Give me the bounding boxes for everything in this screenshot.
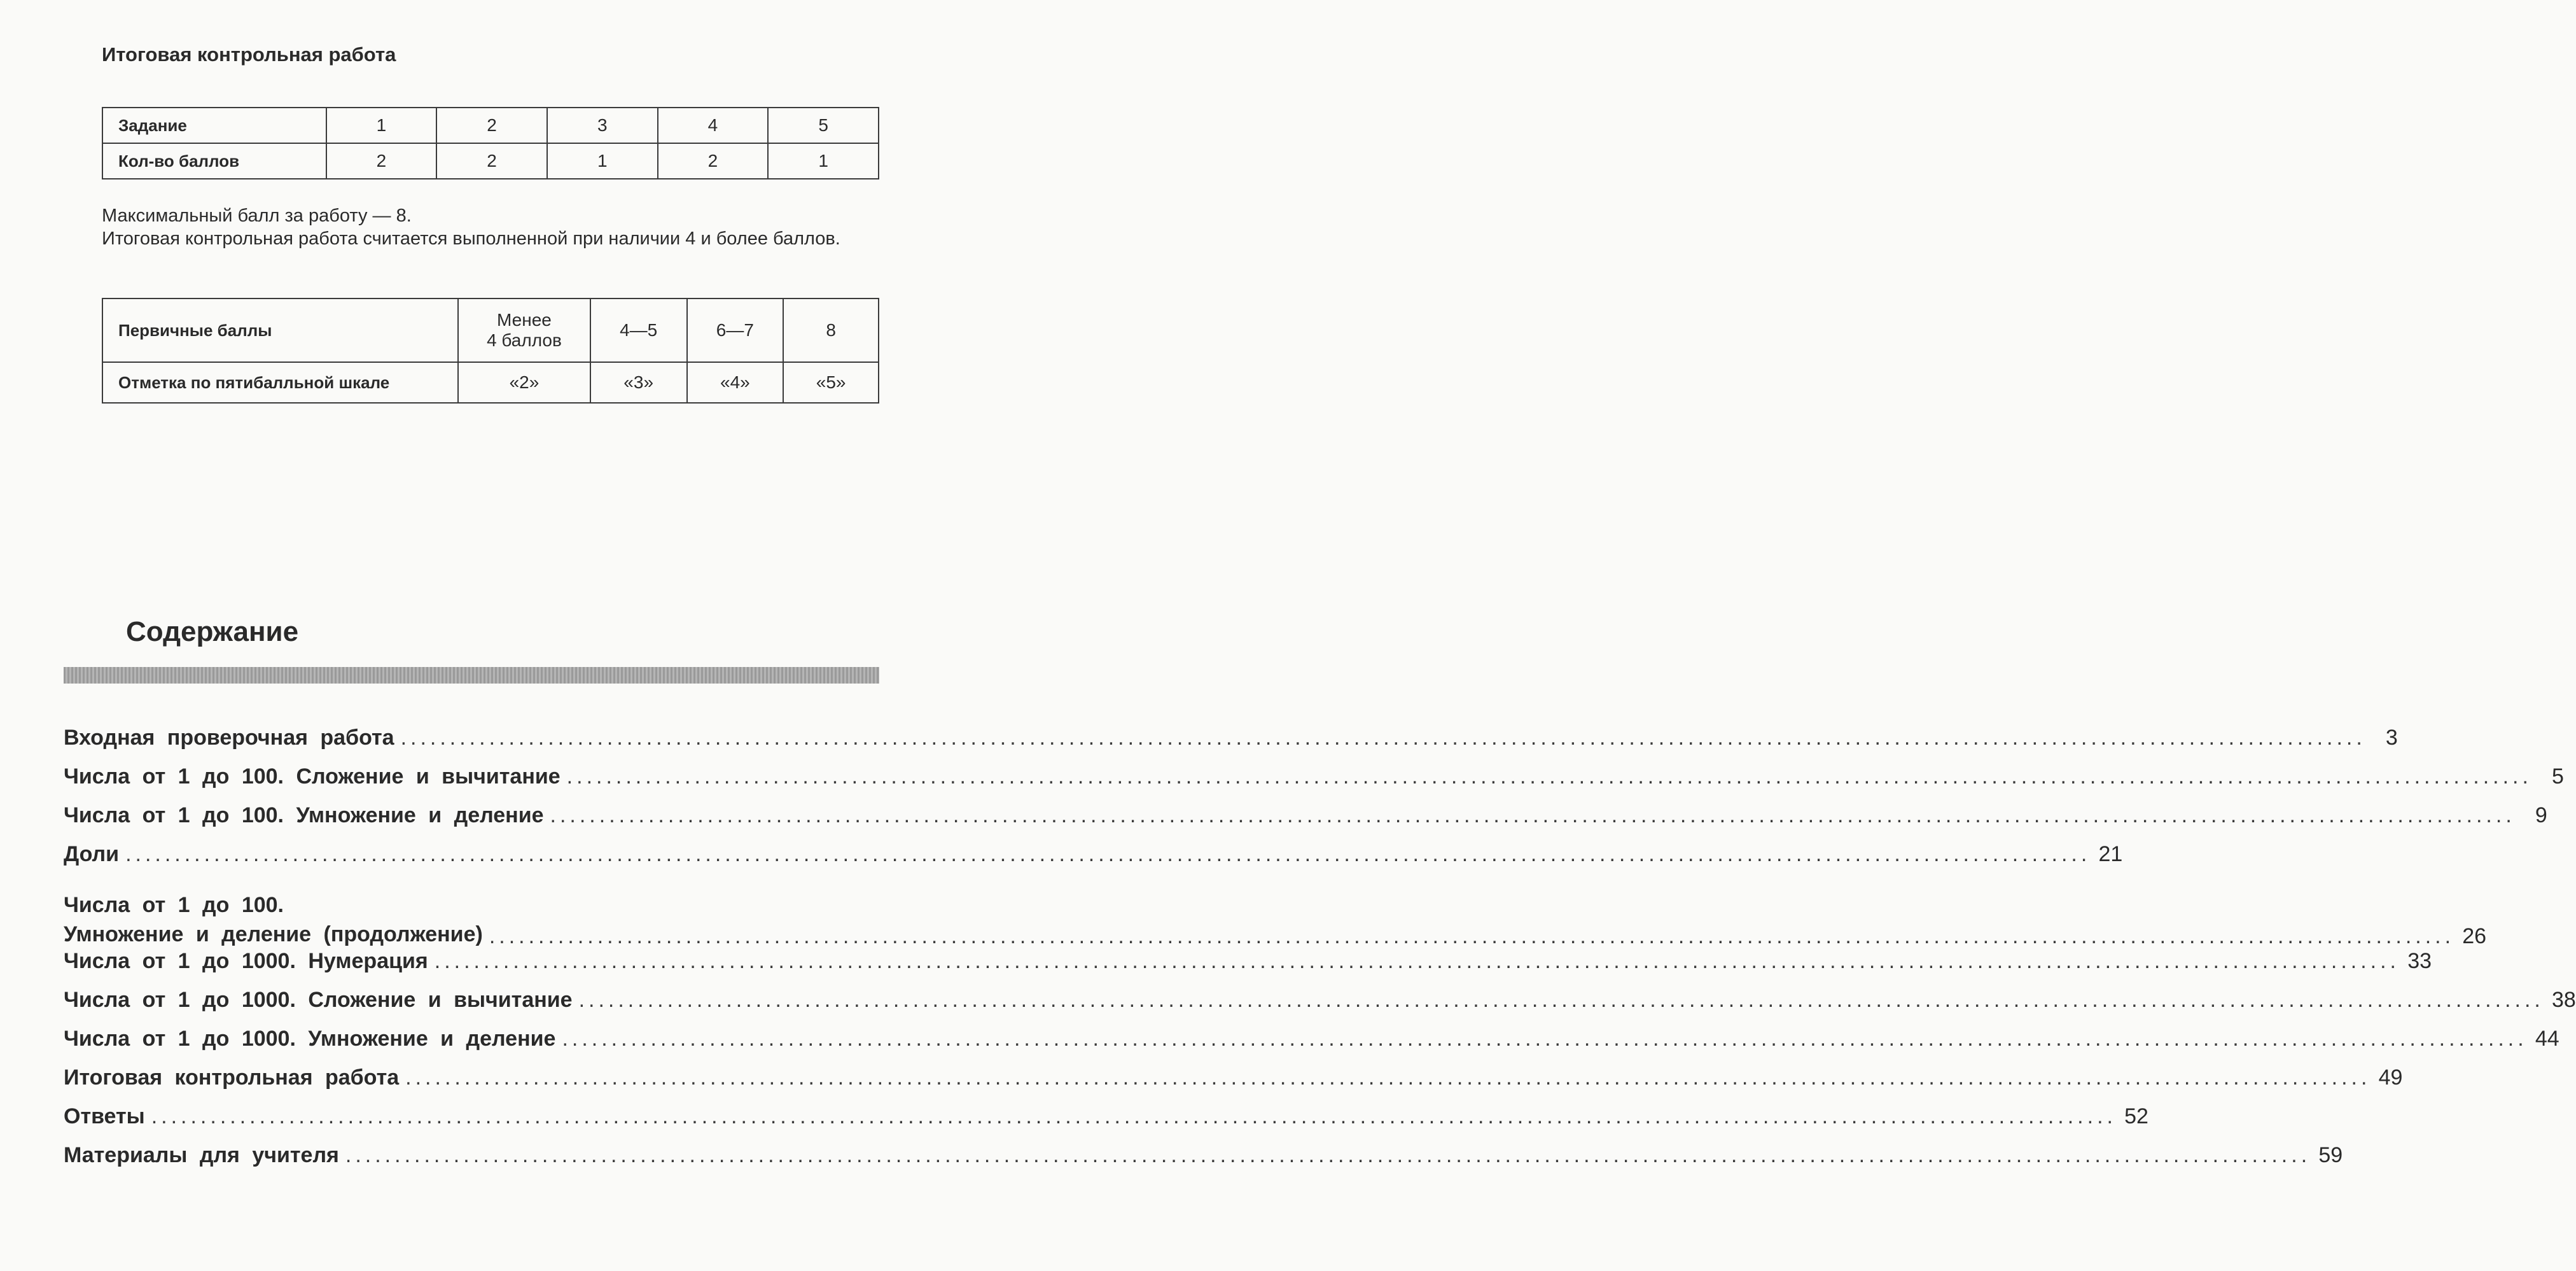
toc-leader-dots: ........................................................................................................................................................................................................ bbox=[566, 764, 2532, 789]
points-table bbox=[102, 107, 879, 179]
task-number: 1 bbox=[326, 108, 437, 143]
toc-entry-title: Числа от 1 до 1000. Умножение и деление bbox=[64, 1027, 556, 1051]
toc-entry-title bbox=[64, 890, 483, 949]
toc-entry[interactable] bbox=[64, 726, 2398, 764]
score-range: 6—7 bbox=[687, 298, 784, 362]
toc-entry-title: Ответы bbox=[64, 1104, 145, 1128]
toc-leader-dots: ........................................................................................................................................................................................................ bbox=[489, 924, 2455, 948]
max-score-text: Максимальный балл за работу — 8. bbox=[102, 206, 412, 226]
table-row bbox=[102, 298, 879, 362]
toc-entry-page: 52 bbox=[2124, 1104, 2148, 1128]
grade-mark: «5» bbox=[783, 362, 879, 403]
toc-entry[interactable] bbox=[64, 949, 2432, 988]
toc-entry-page: 59 bbox=[2318, 1143, 2343, 1167]
toc-leader-dots: ........................................................................................................................................................................................................ bbox=[400, 726, 2366, 750]
toc-entry[interactable] bbox=[64, 988, 2576, 1027]
grade-mark: «4» bbox=[687, 362, 784, 403]
toc-entry-title: Входная проверочная работа bbox=[64, 726, 394, 750]
grade-mark: «3» bbox=[590, 362, 687, 403]
table-of-contents bbox=[64, 726, 2576, 1182]
task-points: 2 bbox=[658, 143, 769, 179]
toc-entry-title: Итоговая контрольная работа bbox=[64, 1065, 400, 1090]
toc-entry-title: Материалы для учителя bbox=[64, 1143, 339, 1167]
score-range: 4—5 bbox=[590, 298, 687, 362]
toc-leader-dots: ........................................................................................................................................................................................................ bbox=[345, 1143, 2311, 1167]
table-row bbox=[102, 143, 879, 179]
table-row bbox=[102, 362, 879, 403]
toc-entry[interactable] bbox=[64, 1104, 2148, 1143]
task-number: 3 bbox=[547, 108, 658, 143]
table-row bbox=[102, 108, 879, 143]
toc-leader-dots: ........................................................................................................................................................................................................ bbox=[550, 803, 2516, 827]
task-number: 4 bbox=[658, 108, 769, 143]
toc-entry[interactable] bbox=[64, 764, 2564, 803]
toc-leader-dots: ........................................................................................................................................................................................................ bbox=[405, 1065, 2371, 1090]
task-points: 2 bbox=[326, 143, 437, 179]
toc-leader-dots: ........................................................................................................................................................................................................ bbox=[151, 1104, 2117, 1128]
row-label-points: Кол-во баллов bbox=[102, 143, 326, 179]
task-number: 5 bbox=[768, 108, 879, 143]
toc-entry[interactable] bbox=[64, 803, 2547, 842]
toc-entry-title: Числа от 1 до 1000. Сложение и вычитание bbox=[64, 988, 573, 1012]
toc-entry-title: Числа от 1 до 100. Умножение и деление bbox=[64, 803, 544, 827]
contents-title: Содержание bbox=[126, 616, 299, 647]
grade-mark: «2» bbox=[458, 362, 590, 403]
task-points: 1 bbox=[768, 143, 879, 179]
section-title: Итоговая контрольная работа bbox=[102, 43, 396, 66]
toc-leader-dots: ........................................................................................................................................................................................................ bbox=[434, 949, 2400, 973]
contents-divider bbox=[64, 667, 879, 684]
toc-entry[interactable] bbox=[64, 1065, 2403, 1104]
toc-entry-title: Доли bbox=[64, 842, 120, 866]
task-points: 2 bbox=[436, 143, 547, 179]
toc-entry-page: 9 bbox=[2535, 803, 2547, 827]
grades-table bbox=[102, 298, 879, 404]
toc-entry-title-line: Числа от 1 до 100. bbox=[64, 893, 284, 917]
toc-entry[interactable] bbox=[64, 1143, 2343, 1182]
toc-entry[interactable] bbox=[64, 881, 2487, 949]
score-range-line: Менее bbox=[497, 310, 552, 330]
toc-leader-dots: ........................................................................................................................................................................................................ bbox=[562, 1027, 2528, 1051]
task-points: 1 bbox=[547, 143, 658, 179]
toc-leader-dots: ........................................................................................................................................................................................................ bbox=[125, 842, 2091, 866]
row-label-primary-points: Первичные баллы bbox=[102, 298, 458, 362]
toc-entry-page: 38 bbox=[2552, 988, 2576, 1012]
toc-leader-dots: ........................................................................................................................................................................................................ bbox=[578, 988, 2544, 1012]
toc-entry-page: 21 bbox=[2098, 842, 2123, 866]
score-range bbox=[458, 298, 590, 362]
row-label-task: Задание bbox=[102, 108, 326, 143]
toc-entry[interactable] bbox=[64, 842, 2123, 881]
toc-entry-title-line: Умножение и деление (продолжение) bbox=[64, 922, 483, 946]
toc-entry-title: Числа от 1 до 100. Сложение и вычитание bbox=[64, 764, 560, 789]
toc-entry-page: 3 bbox=[2385, 726, 2398, 750]
task-number: 2 bbox=[436, 108, 547, 143]
toc-entry-page: 5 bbox=[2552, 764, 2564, 789]
pass-rule-text: Итоговая контрольная работа считается выполненной при наличии 4 и более баллов. bbox=[102, 228, 840, 249]
toc-entry-title: Числа от 1 до 1000. Нумерация bbox=[64, 949, 428, 973]
score-range-line: 4 баллов bbox=[487, 330, 562, 350]
toc-entry[interactable] bbox=[64, 1027, 2559, 1065]
toc-entry-page: 33 bbox=[2407, 949, 2432, 973]
toc-entry-page: 26 bbox=[2462, 924, 2487, 948]
toc-entry-page: 49 bbox=[2378, 1065, 2403, 1090]
score-range: 8 bbox=[783, 298, 879, 362]
row-label-grade: Отметка по пятибалльной шкале bbox=[102, 362, 458, 403]
toc-entry-page: 44 bbox=[2535, 1027, 2559, 1051]
